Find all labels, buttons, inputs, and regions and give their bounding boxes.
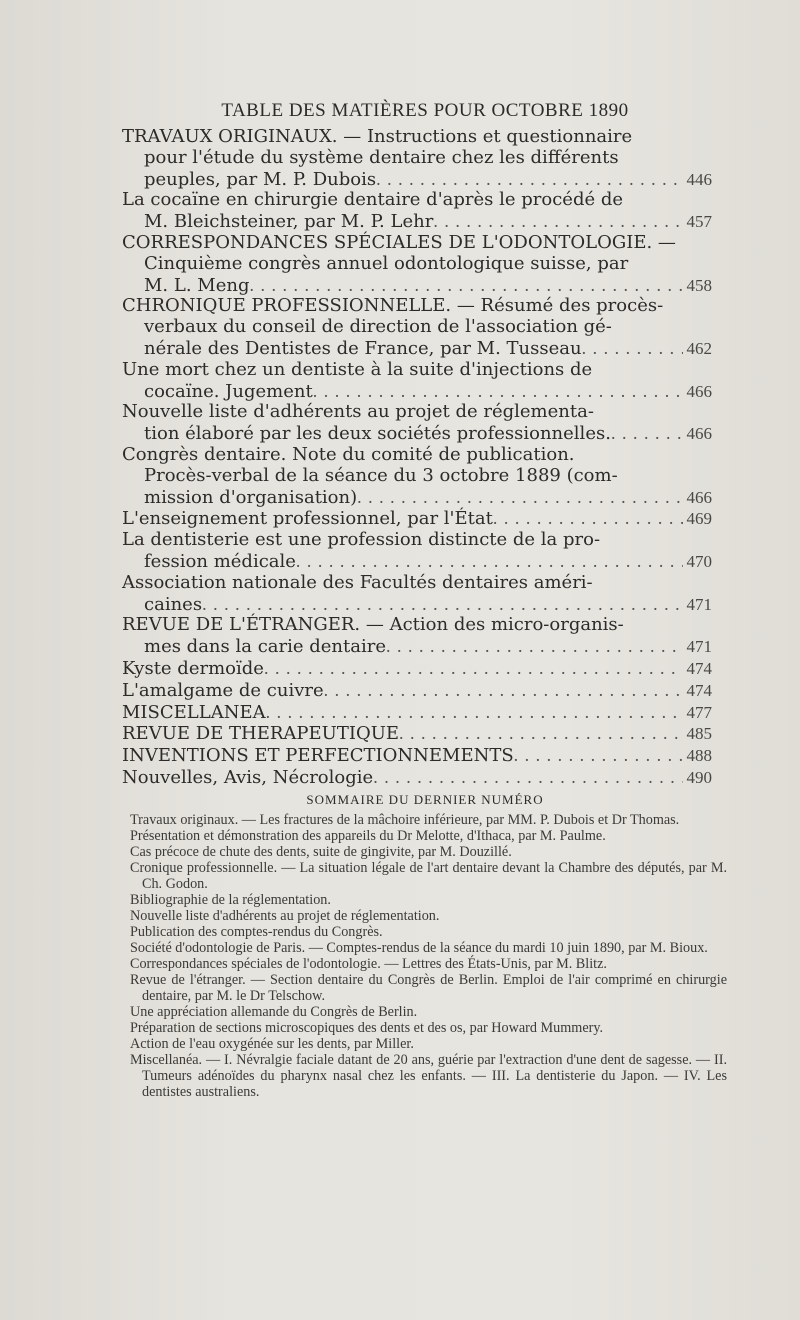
toc-entry-last-line xyxy=(122,169,712,191)
toc-entry-line: La dentisterie est une profession distincte de la pro- xyxy=(122,529,601,551)
toc-entry xyxy=(122,360,712,403)
summary-item: Nouvelle liste d'adhérents au projet de réglementation. xyxy=(130,908,440,924)
summary-item: Miscellanéa. — I. Névralgie faciale datant de 20 ans, guérie par l'extraction d'une dent de sagesse. — II. Tumeurs adénoïdes du pharynx nasal chez les enfants. — III. La dentisterie du Japon. — IV. Les dentistes australiens. xyxy=(130,1052,727,1100)
dot-leader xyxy=(582,338,683,359)
dot-leader xyxy=(266,702,683,723)
toc-entry xyxy=(122,658,712,680)
toc-entry-text: L'amalgame de cuivre xyxy=(122,679,324,701)
toc-entry-last-line xyxy=(122,745,712,767)
summary-item: Correspondances spéciales de l'odontologie. — Lettres des États-Unis, par M. Blitz. xyxy=(130,956,607,972)
toc-entry xyxy=(122,296,712,359)
toc-entry-text: M. Bleichsteiner, par M. P. Lehr xyxy=(144,211,434,233)
toc-entry-line: Association nationale des Facultés dentaires améri- xyxy=(122,571,593,593)
toc-entry xyxy=(122,615,712,658)
toc-entry xyxy=(122,445,712,508)
dot-leader xyxy=(202,594,682,615)
summary-item: Cas précoce de chute des dents, suite de gingivite, par M. Douzillé. xyxy=(130,844,512,860)
dot-leader xyxy=(433,211,682,232)
summary-item: Travaux originaux. — Les fractures de la mâchoire inférieure, par MM. P. Dubois et Dr Thomas. xyxy=(130,812,680,828)
toc-page-number: 474 xyxy=(686,658,712,678)
toc-entry xyxy=(122,702,712,724)
toc-entry-text: peuples, par M. P. Dubois xyxy=(144,168,377,190)
toc-entry-line: CHRONIQUE PROFESSIONNELLE. — Résumé des procès- xyxy=(122,295,664,317)
page-title: TABLE DES MATIÈRES POUR OCTOBRE 1890 xyxy=(221,100,629,121)
toc-entry-last-line xyxy=(122,381,712,403)
toc-entry-last-line xyxy=(122,275,712,297)
toc-page-number: 466 xyxy=(686,487,712,507)
toc-entry-last-line xyxy=(122,636,712,658)
dot-leader xyxy=(296,551,683,572)
summary-item: Présentation et démonstration des appareils du Dr Melotte, d'Ithaca, par M. Paulme. xyxy=(130,828,606,844)
toc-entry-last-line xyxy=(122,702,712,724)
toc-entry xyxy=(122,508,712,530)
toc-entry-text: mes dans la carie dentaire xyxy=(144,636,386,658)
toc-entry xyxy=(122,573,712,616)
dot-leader xyxy=(514,745,683,766)
toc-entry xyxy=(122,233,712,296)
toc-entry-line: La cocaïne en chirurgie dentaire d'après le procédé de xyxy=(122,189,624,211)
dot-leader xyxy=(493,508,683,529)
toc-entry xyxy=(122,723,712,745)
toc-entry-text: caines xyxy=(144,593,203,615)
toc-entry-text: L'enseignement professionnel, par l'État xyxy=(122,508,493,530)
toc-entry xyxy=(122,767,712,789)
summary-item: Publication des comptes-rendus du Congrès. xyxy=(130,924,383,940)
toc-page-number: 469 xyxy=(686,509,712,529)
toc-page-number: 477 xyxy=(686,702,712,722)
toc-entry-last-line xyxy=(122,211,712,233)
summary-list xyxy=(130,812,727,1100)
toc-page-number: 466 xyxy=(686,424,712,444)
toc-entry-line: Une mort chez un dentiste à la suite d'injections de xyxy=(122,358,593,380)
toc-page-number: 462 xyxy=(686,338,712,358)
toc-entry-text: fession médicale xyxy=(144,550,296,572)
summary-item: Bibliographie de la réglementation. xyxy=(130,892,331,908)
toc-entry-line: CORRESPONDANCES SPÉCIALES DE L'ODONTOLOGIE. — xyxy=(122,231,676,253)
toc-entry-last-line xyxy=(122,423,712,445)
toc-entry-last-line xyxy=(122,723,712,745)
dot-leader xyxy=(249,275,682,296)
dot-leader xyxy=(313,381,683,402)
toc-entry-line: Cinquième congrès annuel odontologique suisse, par xyxy=(144,252,629,274)
toc-entry-line: Congrès dentaire. Note du comité de publication. xyxy=(122,443,575,465)
toc-entry-text: REVUE DE THERAPEUTIQUE xyxy=(122,723,400,745)
toc-entry-line: TRAVAUX ORIGINAUX. — Instructions et questionnaire xyxy=(122,126,633,147)
summary-title: SOMMAIRE DU DERNIER NUMÉRO xyxy=(306,792,544,807)
toc-entry-last-line xyxy=(122,508,712,530)
dot-leader xyxy=(373,767,682,788)
summary-item: Une appréciation allemande du Congrès de Berlin. xyxy=(130,1004,418,1020)
toc-entry-text: Kyste dermoïde xyxy=(122,657,264,679)
dot-leader xyxy=(611,423,683,444)
dot-leader xyxy=(399,723,682,744)
toc-entry xyxy=(122,745,712,767)
toc-entry-line: Nouvelle liste d'adhérents au projet de réglementa- xyxy=(122,401,594,423)
toc-entry-line: Procès-verbal de la séance du 3 octobre 1889 (com- xyxy=(144,464,618,486)
dot-leader xyxy=(376,169,682,190)
toc-page-number: 457 xyxy=(686,212,712,232)
toc-entry-text: mission d'organisation) xyxy=(144,486,358,508)
toc-page-number: 474 xyxy=(686,680,712,700)
toc-page-number: 488 xyxy=(686,746,712,766)
toc-page-number: 471 xyxy=(686,637,712,657)
toc-entry xyxy=(122,402,712,445)
summary-item: Préparation de sections microscopiques des dents et des os, par Howard Mummery. xyxy=(130,1020,604,1036)
toc-entry-last-line xyxy=(122,338,712,360)
toc-entry-last-line xyxy=(122,680,712,702)
toc-entry-last-line xyxy=(122,658,712,680)
toc-page-number: 471 xyxy=(686,594,712,614)
table-of-contents xyxy=(122,127,712,789)
summary-item: Cronique professionnelle. — La situation légale de l'art dentaire devant la Chambre des députés, par M. Ch. Godon. xyxy=(130,860,727,892)
toc-entry-text: Nouvelles, Avis, Nécrologie xyxy=(122,766,374,788)
toc-entry-text: tion élaboré par les deux sociétés professionnelles. xyxy=(144,423,611,445)
dot-leader xyxy=(324,680,683,701)
toc-entry-last-line xyxy=(122,767,712,789)
toc-entry-last-line xyxy=(122,487,712,509)
toc-page-number: 466 xyxy=(686,381,712,401)
toc-entry xyxy=(122,127,712,190)
toc-entry-text: INVENTIONS ET PERFECTIONNEMENTS xyxy=(122,745,514,767)
summary-item: Revue de l'étranger. — Section dentaire du Congrès de Berlin. Emploi de l'air comprimé en chirurgie dentaire, par M. le Dr Telschow. xyxy=(130,972,727,1004)
dot-leader xyxy=(386,636,683,657)
toc-page-number: 485 xyxy=(686,724,712,744)
summary-item: Action de l'eau oxygénée sur les dents, par Miller. xyxy=(130,1036,414,1052)
toc-entry xyxy=(122,190,712,233)
dot-leader xyxy=(264,658,683,679)
toc-page-number: 446 xyxy=(686,169,712,189)
toc-page-number: 470 xyxy=(686,551,712,571)
toc-entry-last-line xyxy=(122,551,712,573)
toc-page-number: 458 xyxy=(686,275,712,295)
toc-entry-text: cocaïne. Jugement xyxy=(144,380,313,402)
dot-leader xyxy=(357,487,682,508)
toc-entry-last-line xyxy=(122,594,712,616)
toc-page-number: 490 xyxy=(686,767,712,787)
toc-entry-line: pour l'étude du système dentaire chez les différents xyxy=(144,146,619,168)
toc-entry-line: REVUE DE L'ÉTRANGER. — Action des micro-organis- xyxy=(122,614,624,636)
toc-entry-line: verbaux du conseil de direction de l'association gé- xyxy=(144,316,612,338)
toc-entry xyxy=(122,680,712,702)
toc-entry-text: nérale des Dentistes de France, par M. Tusseau xyxy=(144,337,582,359)
toc-entry xyxy=(122,530,712,573)
toc-entry-text: M. L. Meng xyxy=(144,274,250,296)
toc-entry-text: MISCELLANEA xyxy=(122,701,266,723)
summary-item: Société d'odontologie de Paris. — Comptes-rendus de la séance du mardi 10 juin 1890, par M. Bioux. xyxy=(130,940,708,956)
